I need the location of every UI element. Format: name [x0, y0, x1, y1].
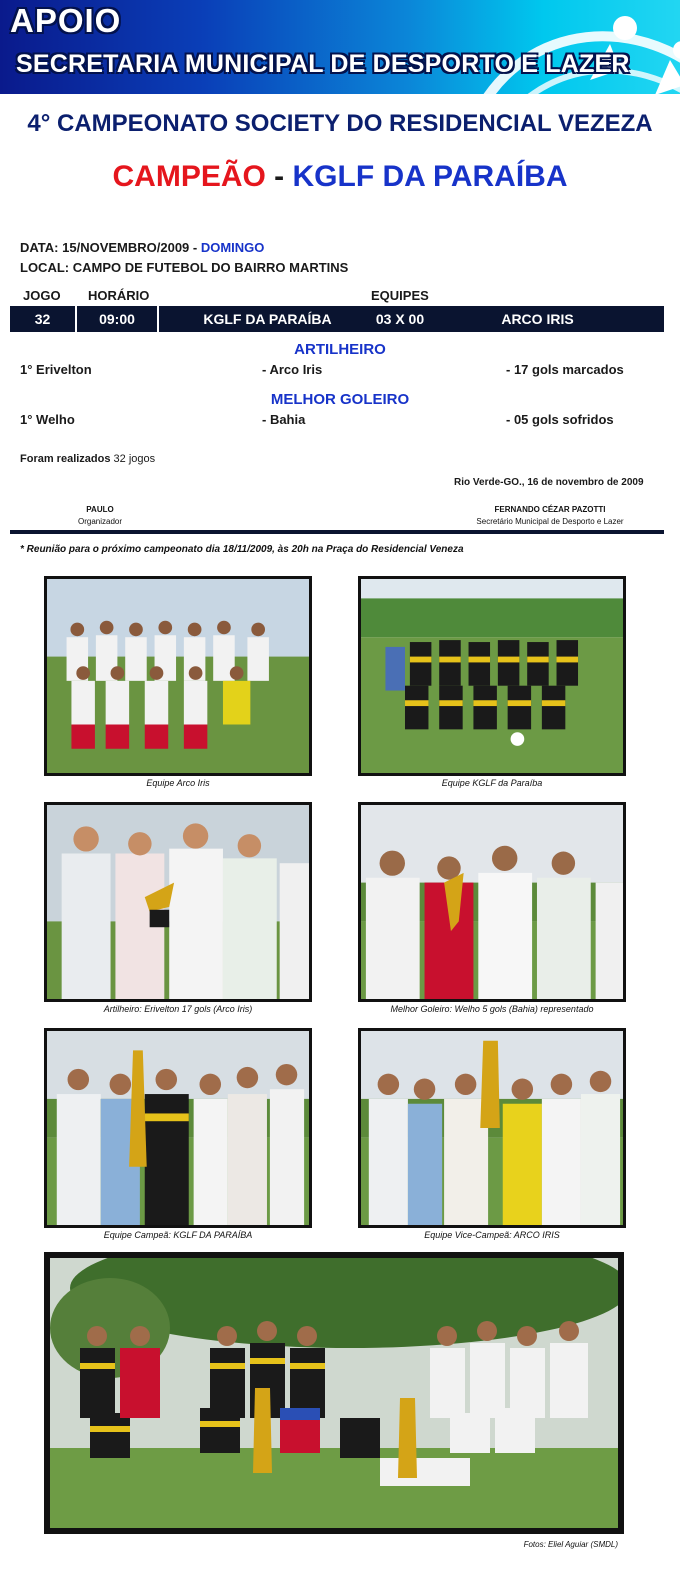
goleiro-stat: - 05 gols sofridos	[506, 412, 614, 427]
cell-score: 03 X 00	[375, 311, 425, 327]
champion-word: CAMPEÃO	[112, 160, 266, 193]
goleiro-team: - Bahia	[262, 412, 306, 427]
signature-name-secretary: FERNANDO CÉZAR PAZOTTI	[494, 505, 606, 514]
caption-goleiro: Melhor Goleiro: Welho 5 gols (Bahia) representado	[390, 1004, 594, 1014]
artilheiro-title: ARTILHEIRO	[294, 341, 386, 358]
photo-credit: Fotos: Eliel Aguiar (SMDL)	[523, 1540, 618, 1549]
header-banner	[0, 0, 680, 94]
photo-vice-champion-team	[358, 1028, 626, 1228]
local-line: LOCAL: CAMPO DE FUTEBOL DO BAIRRO MARTINS	[20, 260, 349, 275]
cell-separator	[157, 306, 159, 332]
header-horario: HORÁRIO	[88, 288, 150, 303]
games-value: 32 jogos	[110, 453, 156, 465]
date-day: DOMINGO	[200, 240, 265, 255]
signature-name-organizer: PAULO	[86, 505, 114, 514]
championship-title: 4° CAMPEONATO SOCIETY DO RESIDENCIAL VEZEZA	[27, 110, 653, 137]
caption-kglf: Equipe KGLF da Paraíba	[441, 778, 543, 788]
photo-champion-team	[44, 1028, 312, 1228]
artilheiro-player: 1° Erivelton	[20, 362, 92, 377]
artilheiro-team: - Arco Iris	[262, 362, 323, 377]
cell-jogo: 32	[34, 311, 51, 327]
section-divider	[10, 530, 664, 534]
cell-team-b: ARCO IRIS	[501, 311, 574, 327]
champion-line	[0, 160, 680, 194]
caption-arco-iris: Equipe Arco Iris	[146, 778, 210, 788]
goleiro-title: MELHOR GOLEIRO	[270, 391, 410, 408]
date-line	[20, 240, 264, 255]
champion-dash: -	[265, 160, 293, 193]
caption-vice-champion: Equipe Vice-Campeã: ARCO IRIS	[424, 1230, 560, 1240]
date-label: DATA: 15/NOVEMBRO/2009 -	[20, 240, 201, 255]
games-count-line	[20, 453, 155, 465]
meeting-note: * Reunião para o próximo campeonato dia 18/11/2009, às 20h na Praça do Residencial Veneza	[20, 544, 464, 555]
cell-horario: 09:00	[99, 311, 135, 327]
signature-role-organizer: Organizador	[77, 517, 123, 526]
header-equipes: EQUIPES	[371, 288, 429, 303]
secretaria-label: SECRETARIA MUNICIPAL DE DESPORTO E LAZER	[16, 50, 630, 78]
cell-team-a: KGLF DA PARAÍBA	[203, 311, 332, 327]
photo-kglf-team	[358, 576, 626, 776]
photo-group-all-teams	[44, 1252, 624, 1534]
champion-team: KGLF DA PARAÍBA	[292, 160, 568, 193]
photo-arco-iris-team	[44, 576, 312, 776]
header-jogo: JOGO	[23, 288, 61, 303]
signature-role-secretary: Secretário Municipal de Desporto e Lazer	[476, 517, 624, 526]
caption-artilheiro: Artilheiro: Erivelton 17 gols (Arco Iris)	[103, 1004, 253, 1014]
photo-artilheiro	[44, 802, 312, 1002]
apoio-label: APOIO	[10, 2, 122, 39]
artilheiro-stat: - 17 gols marcados	[506, 362, 624, 377]
place-date: Rio Verde-GO., 16 de novembro de 2009	[454, 477, 644, 488]
caption-champion: Equipe Campeã: KGLF DA PARAÍBA	[103, 1230, 253, 1240]
games-label: Foram realizados	[20, 453, 111, 465]
photo-goleiro	[358, 802, 626, 1002]
goleiro-player: 1° Welho	[20, 412, 75, 427]
